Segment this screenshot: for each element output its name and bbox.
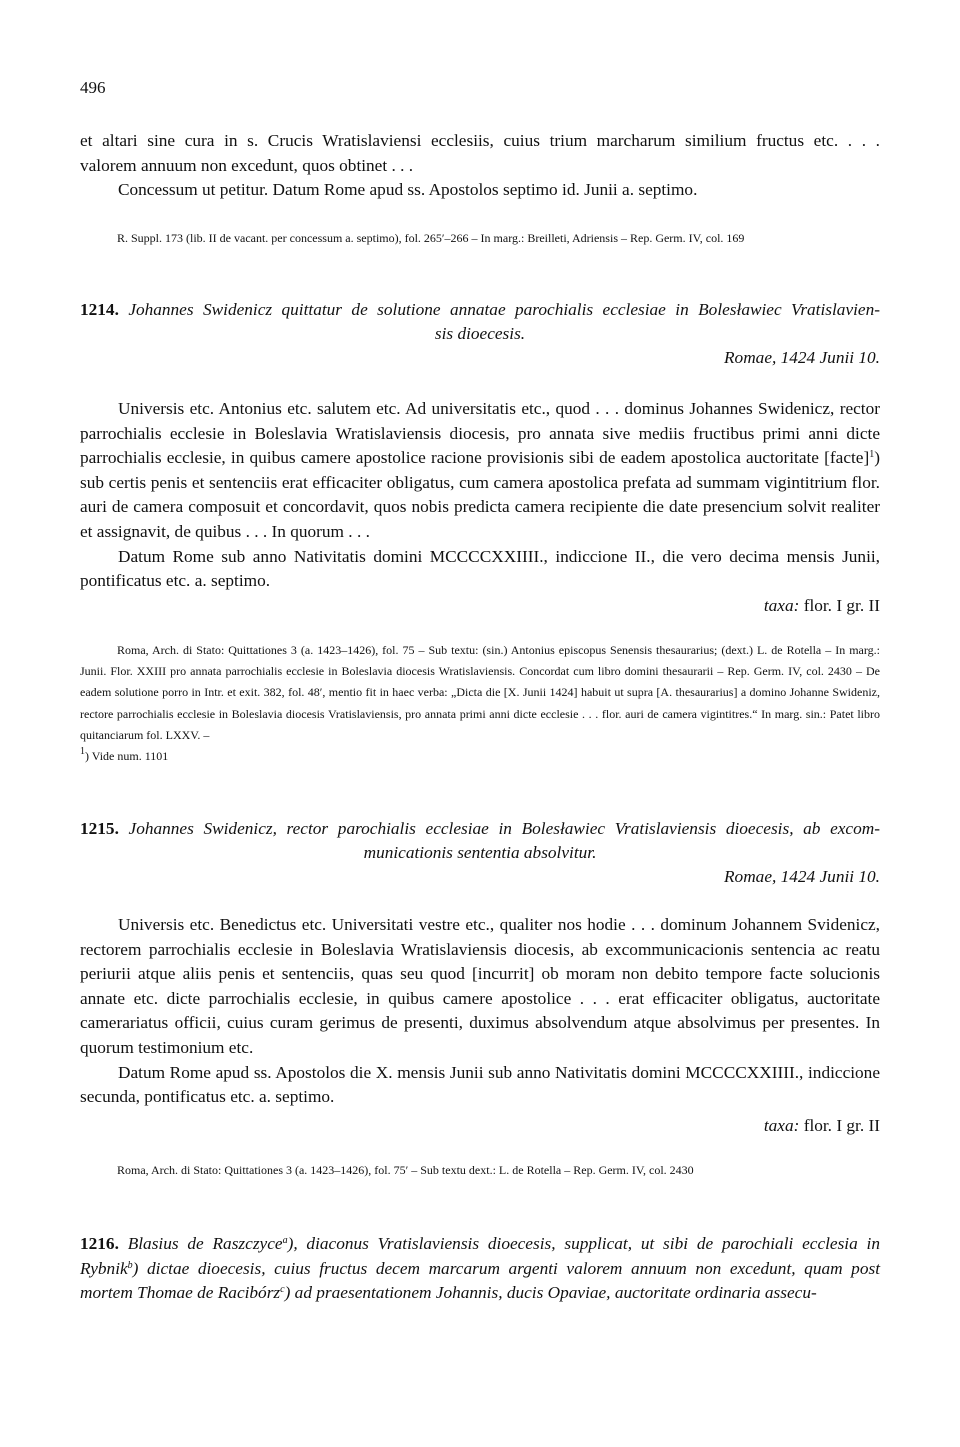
taxa-value: flor. I gr. II <box>803 595 880 615</box>
date-paragraph: Datum Rome apud ss. Apostolos die X. mensis Junii sub anno Nativitatis domini MCCCCXXIIII., indiccione secunda, pontificatus etc. a. septimo. <box>80 1062 880 1107</box>
page-number: 496 <box>80 78 106 97</box>
source-note-prev <box>80 228 917 249</box>
entry-title-line-1 <box>80 817 880 841</box>
continuation-line-1: et altari sine cura in s. Crucis Wratislaviensi ecclesiis, cuius trium marcharum similium fructus etc. . . . <box>80 131 880 150</box>
footnote-marker: 1 <box>80 746 85 758</box>
body-paragraph: Universis etc. Benedictus etc. Universitati vestre etc., qualiter nos hodie . . . dominum Johannem Svidenicz, rectorem parrochialis ecclesie in Boleslavia Wratislaviensis diocesis, ab excommunicacionis sentencia ac reatu periurii atque aliis penis et sentenciis, quas seu quod [incurrit] ob moram non debito tempore facte solucionis annate etc. dicte parrochialis ecclesie, in quibus camere apostolice . . . erat efficaciter obligatus, auctoritate camerariatus officii, cuius curam gerimus de presenti, duximus absolvendum atque absolvimus per presentes. In quorum testimonium etc. <box>80 915 880 1057</box>
note-marker-c: c <box>280 1284 285 1296</box>
entry-title-line-2: municationis sententia absolvitur. <box>363 843 597 863</box>
entry-number: 1216. <box>80 1234 119 1253</box>
source-note-text: Roma, Arch. di Stato: Quittationes 3 (a. 1423–1426), fol. 75′ – Sub textu dext.: L. de Rotella – Rep. Germ. IV, col. 2430 <box>117 1163 694 1177</box>
taxa-label: taxa: <box>763 595 800 615</box>
entry-body-1215 <box>80 913 880 1138</box>
date-paragraph: Datum Rome sub anno Nativitatis domini MCCCCXXIIII., indiccione II., die vero decima mensis Junii, pontificatus etc. a. septimo. <box>80 546 880 591</box>
entry-title-line-1 <box>80 298 880 322</box>
entry-title-text: Johannes Swidenicz, rector parochialis ecclesiae in Bolesławiec Vratislaviensis dioecesis, ab excom- <box>128 819 880 838</box>
title-part-2: ), diaconus Vratislaviensis dioecesis, supplicat, ut sibi de parochiali ecclesia in Rybnik <box>80 1234 880 1278</box>
body-text-b: ) sub certis penis et sentenciis erat efficaciter obligatus, cum camera apostolica prefata ad summam vigintitrium flor. auri de camera composuit et concordavit, quos nobis predicta camera recipiente die date presencium solvit realiter et assignavit, de quibus . . . In quorum . . . <box>80 448 880 541</box>
taxa-line <box>80 1114 880 1139</box>
taxa-label: taxa: <box>763 1115 800 1135</box>
body-text-a: Universis etc. Antonius etc. salutem etc. Ad universitatis etc., quod . . . dominus Johannes Swidenicz, rector parrochialis ecclesie in Boleslavia Wratislaviensis diocesis, pro annata sive mediis fructibus primi anni dicte parrochialis ecclesie, in quibus camere apostolice racione provisionis sibi de eadem apostolica auctoritate [facte] <box>80 399 880 468</box>
note-text-a: Roma, Arch. di Stato: Quittationes 3 (a. 1423–1426), fol. 75 – Sub textu: (sin.) Antonius episcopus Senensis thesaurarius; (dext.) L. de Rotella – In marg.: Junii. Flor. XXIII pro annata parrochialis ecclesie in Boleslavia diocesis Wratislaviensis. Concordat cum libro domini thesaurarii – Rep. Germ. IV, col. 2430 – De eadem solutione porro in Intr. et exit. 382, fol. 48′, mentio fit in haec verba: „Dicta die [X. Junii 1424] habuit ut supra [A. thesaurarius] a domino Johanne Swideniz, rectore parrochialis ecclesie in Boleslavia diocesis Vratislaviensis, pro annata primi anni dicte ecclesie . . . flor. auri de camera vigintitres.“ In marg. sin.: Patet libro quitanciarum fol. LXXV. – <box>80 643 880 742</box>
entry-title <box>80 1232 880 1306</box>
footnote-text: ) Vide num. 1101 <box>85 749 169 764</box>
entry-title-line-2: sis dioecesis. <box>434 324 526 344</box>
concessum-line: Concessum ut petitur. Datum Rome apud ss. Apostolos septimo id. Junii a. septimo. <box>118 180 698 200</box>
body-paragraph <box>80 397 880 545</box>
source-note-text: R. Suppl. 173 (lib. II de vacant. per concessum a. septimo), fol. 265′–266 – In marg.: Breilleti, Adriensis – Rep. Germ. IV, col. 169 <box>117 231 745 245</box>
source-note-text <box>80 640 880 767</box>
title-part-1: Blasius de Raszczyce <box>127 1234 283 1253</box>
place-date: Romae, 1424 Junii 10. <box>724 867 880 887</box>
entry-body-1214 <box>80 397 880 618</box>
continuation-line-2: valorem annuum non excedunt, quos obtinet . . . <box>80 155 414 175</box>
source-note-1214 <box>80 640 880 767</box>
place-date: Romae, 1424 Junii 10. <box>724 348 880 368</box>
entry-heading-1215 <box>80 817 880 890</box>
title-part-3: ) dictae dioecesis, cuius fructus decem marcarum argenti valorem annuum non excedunt, quam post mortem Thomae de Racibórz <box>80 1258 880 1303</box>
footnote-marker: 1 <box>869 449 875 461</box>
taxa-line <box>80 594 880 619</box>
note-marker-a: a <box>282 1235 288 1246</box>
entry-heading-1216 <box>80 1232 880 1306</box>
entry-number: 1215. <box>80 819 119 838</box>
entry-number: 1214. <box>80 300 119 319</box>
entry-heading-1214 <box>80 298 880 371</box>
title-part-4: ) ad praesentationem Johannis, ducis Opaviae, auctoritate ordinaria assecu- <box>284 1283 817 1303</box>
continuation-text <box>80 129 880 203</box>
entry-title-text: Johannes Swidenicz quittatur de solutione annatae parochialis ecclesiae in Bolesławiec Vratislavien- <box>128 300 880 319</box>
taxa-value: flor. I gr. II <box>803 1115 880 1135</box>
source-note-1215 <box>80 1160 917 1181</box>
note-marker-b: b <box>127 1259 133 1271</box>
